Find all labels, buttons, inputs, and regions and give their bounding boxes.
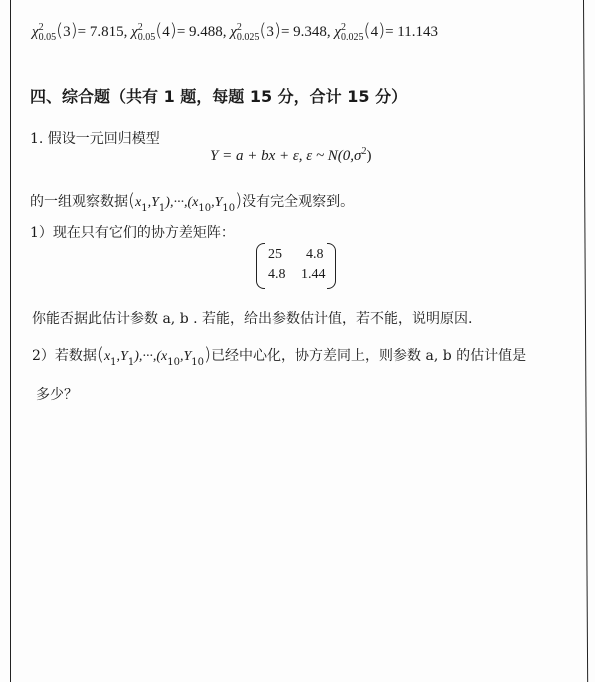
covariance-matrix	[256, 243, 336, 287]
chi-term-2: χ 2 0.05 (4)= 9.488,	[131, 20, 227, 43]
matrix-left-bracket	[256, 243, 265, 289]
matrix-cell-11: 25	[268, 247, 282, 262]
question-1-label: 1）现在只有它们的协方差矩阵：	[30, 225, 235, 241]
matrix-cell-21: 4.8	[268, 267, 286, 282]
chi-term-4: χ 2 0.025 (4)= 11.143	[334, 20, 438, 43]
model-lhs: Y = a + bx + ε,	[210, 148, 303, 164]
page-right-border	[583, 0, 588, 682]
chi-term-1: χ 2 0.05 (3)= 7.815,	[32, 20, 128, 43]
matrix-cell-12: 4.8	[306, 247, 324, 262]
page-left-border	[10, 0, 11, 682]
chi-square-values	[32, 20, 438, 43]
matrix-cell-22: 1.44	[301, 267, 326, 282]
section-heading: 四、综合题（共有 1 题，每题 15 分，合计 15 分）	[30, 87, 408, 106]
question-2-text: 2）若数据$(x_1,Y_1),\cdot\cdot\cdot,(x_{10},Y_{10})$已经中心化，协方差同上，则参数 a, b 的估计值是	[32, 344, 527, 368]
observation-line: 的一组观察数据$(x_1,Y_1),\cdot\cdot\cdot,(x_{10},Y_{10})$没有完全观察到。	[30, 190, 355, 214]
model-dist: ε ~ $N(0,\sigma^2)$	[306, 146, 372, 164]
model-formula	[210, 148, 371, 165]
question-1-text: 你能否据此估计参数 a, b . 若能，给出参数估计值，若不能，说明原因.	[32, 311, 473, 327]
question-2-end: 多少？	[36, 387, 78, 403]
problem-intro: 1. 假设一元回归模型	[30, 131, 160, 147]
matrix-right-bracket	[327, 243, 336, 289]
chi-term-3: χ 2 0.025 (3)= 9.348,	[230, 20, 331, 43]
